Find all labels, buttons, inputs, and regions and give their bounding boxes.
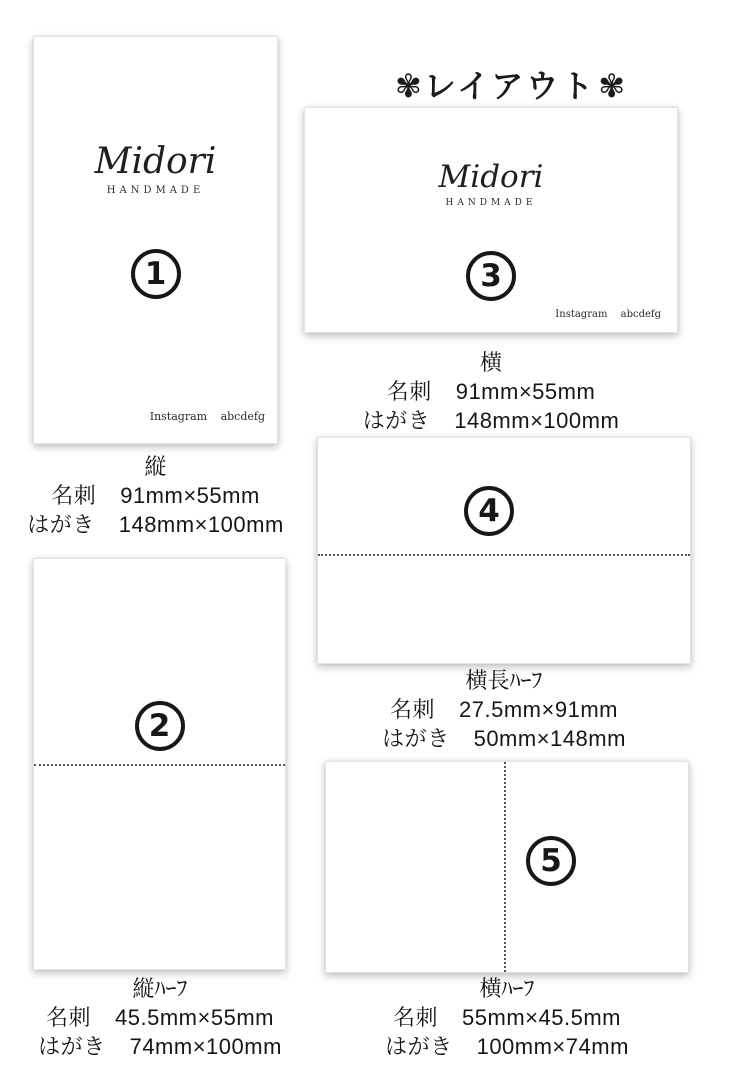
- meishi-size: 91mm×55mm: [455, 379, 596, 404]
- logo-name: Midori: [94, 141, 217, 182]
- caption-card-3: [304, 348, 678, 435]
- hagaki-size: 148mm×100mm: [454, 408, 620, 433]
- meishi-size: 55mm×45.5mm: [462, 1005, 621, 1030]
- page-title: [300, 61, 720, 107]
- orientation-label-1: 縦: [144, 454, 167, 479]
- instagram-handle: Instagram abcdefg: [149, 410, 265, 423]
- circled-number-1: 1: [131, 249, 181, 299]
- fold-line-horizontal: [34, 764, 285, 766]
- meishi-label: 名刺: [386, 379, 432, 404]
- layout-card-3-horizontal: [304, 107, 678, 333]
- orientation-label-3: 横: [479, 350, 502, 375]
- meishi-spec-5: [320, 1003, 694, 1032]
- meishi-label: 名刺: [51, 483, 97, 508]
- hagaki-size: 100mm×74mm: [476, 1034, 629, 1059]
- logo-name: Midori: [438, 159, 544, 195]
- meishi-size: 27.5mm×91mm: [459, 697, 618, 722]
- circled-number-5: 5: [526, 836, 576, 886]
- hagaki-label: はがき: [362, 408, 431, 433]
- logo-subtitle: HANDMADE: [445, 198, 537, 208]
- fold-line-vertical: [504, 762, 506, 972]
- hagaki-label: はがき: [27, 512, 95, 537]
- circled-number-4: 4: [464, 486, 514, 536]
- meishi-spec-2: [20, 1003, 300, 1032]
- hagaki-size: 74mm×100mm: [129, 1034, 282, 1059]
- meishi-size: 45.5mm×55mm: [115, 1005, 274, 1030]
- layout-card-2-vertical-half: [33, 558, 286, 970]
- midori-logo: [305, 160, 677, 208]
- layout-card-1-vertical: [33, 36, 278, 444]
- page-title-text: レイアウト: [423, 68, 597, 105]
- meishi-label: 名刺: [390, 697, 436, 722]
- instagram-handle: Instagram abcdefg: [555, 309, 661, 320]
- circled-number-2: 2: [135, 701, 185, 751]
- meishi-spec-1: [33, 481, 278, 510]
- meishi-label: 名刺: [46, 1005, 92, 1030]
- orientation-label-2: 縦ﾊｰﾌ: [132, 976, 188, 1001]
- hagaki-label: はがき: [382, 726, 450, 751]
- flower-icon-left: ✾: [394, 68, 422, 105]
- caption-card-5: [320, 974, 694, 1061]
- hagaki-label: はがき: [385, 1034, 453, 1059]
- caption-card-1: [27, 452, 284, 539]
- hagaki-spec-5: [320, 1032, 694, 1061]
- logo-subtitle: HANDMADE: [106, 185, 205, 196]
- meishi-label: 名刺: [393, 1005, 439, 1030]
- orientation-label-5: 横ﾊｰﾌ: [479, 976, 535, 1001]
- hagaki-spec-4: [317, 724, 691, 753]
- layout-card-4-horizontal-half: [317, 437, 691, 664]
- meishi-spec-3: [304, 377, 678, 406]
- fold-line-horizontal: [318, 554, 690, 556]
- hagaki-size: 148mm×100mm: [118, 512, 284, 537]
- circled-number-3: 3: [466, 251, 516, 301]
- flower-icon-right: ✾: [598, 68, 626, 105]
- caption-card-4: [317, 666, 691, 753]
- caption-card-2: [20, 974, 300, 1061]
- layout-card-5-horizontal-half: [325, 761, 689, 973]
- midori-logo: [34, 142, 277, 196]
- orientation-label-4: 横長ﾊｰﾌ: [465, 668, 543, 693]
- hagaki-size: 50mm×148mm: [473, 726, 626, 751]
- hagaki-spec-3: [304, 406, 678, 435]
- hagaki-label: はがき: [38, 1034, 106, 1059]
- meishi-spec-4: [317, 695, 691, 724]
- hagaki-spec-2: [20, 1032, 300, 1061]
- meishi-size: 91mm×55mm: [120, 483, 260, 508]
- hagaki-spec-1: [27, 510, 284, 539]
